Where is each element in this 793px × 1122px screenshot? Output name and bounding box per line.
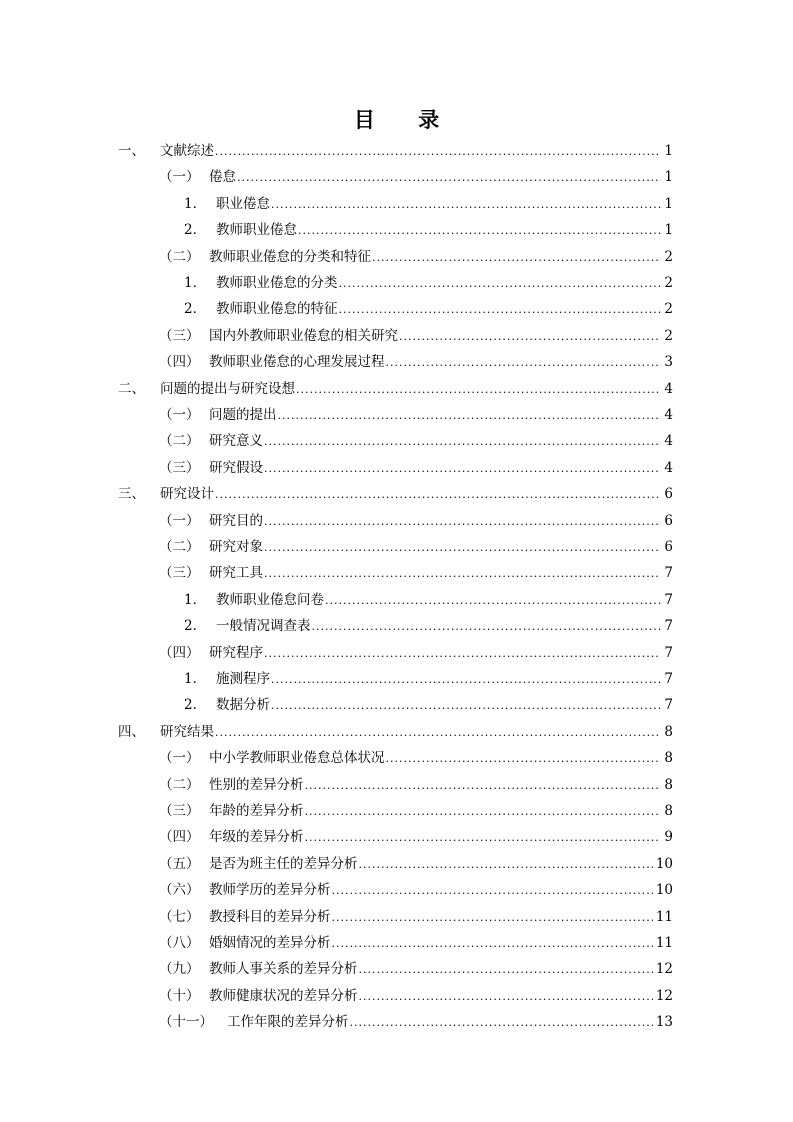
toc-entry-number: （六） [159,882,200,899]
toc-entry-number: 1． [184,591,207,608]
toc-entry-page: 7 [664,671,673,687]
toc-entry-label: 一般情况调查表 [216,618,311,635]
toc-leader-dots [359,957,653,983]
toc-entry-page: 12 [655,987,673,1004]
toc-entry-label: 国内外教师职业倦怠的相关研究 [209,327,398,344]
toc-entry[interactable] [159,745,673,771]
toc-entry-label: 教授科目的差异分析 [209,908,331,925]
toc-entry-label: 研究程序 [209,644,263,661]
toc-leader-dots [359,984,653,1010]
toc-entry[interactable] [184,270,673,296]
toc-entry-page: 11 [655,935,673,951]
toc-entry-label: 教师学历的差异分析 [209,882,331,899]
toc-entry[interactable] [159,877,673,903]
toc-leader-dots [271,693,661,719]
toc-entry-page: 7 [664,618,673,635]
toc-entry-page: 4 [664,380,673,397]
toc-entry-page: 9 [664,829,673,846]
toc-entry-label: 教师职业倦怠 [216,222,297,239]
toc-entry-label: 婚姻情况的差异分析 [209,935,331,951]
toc-entry-page: 7 [664,565,673,582]
toc-entry-label: 年级的差异分析 [209,829,304,846]
toc-entry-label: 工作年限的差异分析 [227,1014,349,1031]
toc-entry[interactable] [118,138,673,164]
toc-entry-number: 二、 [118,380,145,397]
toc-entry[interactable] [159,798,673,824]
toc-entry[interactable] [159,402,673,428]
toc-entry-label: 研究设计 [160,486,214,503]
toc-leader-dots [264,456,661,482]
toc-leader-dots [399,324,661,350]
toc-leader-dots [271,667,661,693]
toc-entry-page: 10 [655,882,673,899]
toc-entry-number: （一） [159,750,200,767]
toc-leader-dots [372,245,661,271]
toc-leader-dots [215,720,661,746]
toc-leader-dots [305,773,662,799]
toc-entry[interactable] [159,640,673,666]
toc-leader-dots [350,1010,653,1036]
toc-entry-label: 教师健康状况的差异分析 [209,987,358,1004]
toc-entry-number: 1． [184,195,207,212]
toc-entry-label: 数据分析 [216,697,270,714]
toc-entry[interactable] [159,508,673,534]
toc-entry-number: （十） [159,987,200,1004]
toc-entry-number: （八） [159,935,200,951]
toc-leader-dots [386,746,662,772]
toc-entry-label: 教师职业倦怠的分类和特征 [209,248,371,265]
toc-entry-label: 问题的提出与研究设想 [160,380,295,397]
toc-entry-number: （二） [159,248,200,265]
toc-entry-number: （九） [159,961,200,978]
toc-entry[interactable] [159,772,673,798]
toc-entry-page: 2 [664,248,673,265]
toc-entry-number: （二） [159,776,200,793]
toc-leader-dots [264,561,661,587]
toc-entry-label: 教师人事关系的差异分析 [209,961,358,978]
toc-entry[interactable] [184,666,673,692]
toc-entry-page: 11 [655,908,673,925]
toc-entry[interactable] [159,956,673,982]
toc-leader-dots [264,429,661,455]
toc-entry[interactable] [159,930,673,956]
toc-entry-page: 6 [664,539,673,555]
toc-entry-number: 2． [184,301,207,318]
toc-leader-dots [325,588,661,614]
toc-leader-dots [339,297,662,323]
toc-entry-label: 教师职业倦怠问卷 [216,591,324,608]
toc-entry[interactable] [184,692,673,718]
toc-entry[interactable] [159,349,673,375]
toc-entry[interactable] [184,587,673,613]
toc-entry-label: 中小学教师职业倦怠总体状况 [209,750,385,767]
toc-leader-dots [312,614,662,640]
toc-entry-label: 倦怠 [209,169,236,186]
toc-entry[interactable] [159,534,673,560]
toc-entry-label: 施测程序 [216,671,270,687]
toc-entry-page: 7 [664,697,673,714]
toc-entry-label: 研究假设 [209,459,263,476]
toc-entry-page: 7 [664,644,673,661]
toc-entry-page: 13 [655,1014,673,1031]
toc-entry[interactable] [159,824,673,850]
toc-entry-page: 1 [664,143,673,159]
toc-entry-label: 研究结果 [160,723,214,740]
toc-entry-label: 教师职业倦怠的分类 [216,275,338,291]
toc-leader-dots [264,509,661,535]
toc-leader-dots [264,535,661,561]
toc-entry[interactable] [184,613,673,639]
toc-entry-number: 一、 [118,143,145,159]
toc-entry-page: 8 [664,723,673,740]
toc-leader-dots [386,350,662,376]
toc-leader-dots [264,641,661,667]
toc-entry-label: 性别的差异分析 [209,776,304,793]
toc-entry[interactable] [159,904,673,930]
toc-entry-number: 三、 [118,486,145,503]
toc-entry[interactable] [118,719,673,745]
toc-entry-page: 2 [664,301,673,318]
toc-entry-page: 8 [664,803,673,819]
toc-entry-number: （二） [159,539,200,555]
toc-leader-dots [332,905,653,931]
toc-leader-dots [305,825,662,851]
toc-entry[interactable] [159,455,673,481]
toc-entry-page: 4 [664,433,673,450]
toc-entry[interactable] [159,164,673,190]
toc-entry-page: 8 [664,750,673,767]
toc-leader-dots [359,852,653,878]
toc-entry-number: （三） [159,565,200,582]
toc-entry[interactable] [159,323,673,349]
toc-title: 目 录 [353,107,458,132]
toc-entry-number: （一） [159,169,200,186]
toc-entry-number: （四） [159,829,200,846]
toc-entry[interactable] [159,983,673,1009]
toc-entry-number: 1． [184,275,207,291]
toc-entry-number: （七） [159,908,200,925]
toc-entry-label: 教师职业倦怠的心理发展过程 [209,354,385,371]
toc-entry[interactable] [159,244,673,270]
toc-leader-dots [332,878,653,904]
toc-entry-number: （一） [159,407,200,423]
toc-entry-page: 2 [664,275,673,291]
toc-leader-dots [237,165,661,191]
toc-entry-page: 1 [664,195,673,212]
toc-entry-page: 4 [664,407,673,423]
toc-entry-label: 年龄的差异分析 [209,803,304,819]
toc-entry-number: （四） [159,644,200,661]
toc-entry-number: （三） [159,803,200,819]
toc-leader-dots [305,799,662,825]
toc-leader-dots [271,192,661,218]
toc-entry-page: 6 [664,512,673,529]
toc-entry-page: 1 [664,169,673,186]
toc-entry-number: （三） [159,459,200,476]
toc-entry-label: 职业倦怠 [216,195,270,212]
toc-entry-label: 教师职业倦怠的特征 [216,301,338,318]
toc-entry-number: （十一） [159,1014,213,1031]
toc-leader-dots [215,139,661,165]
toc-entry-label: 文献综述 [160,143,214,159]
toc-entry-page: 8 [664,776,673,793]
toc-entry-page: 1 [664,222,673,239]
toc-entry[interactable] [118,481,673,507]
toc-entry-number: （二） [159,433,200,450]
toc-leader-dots [339,271,662,297]
toc-leader-dots [296,377,661,403]
toc-entry-number: （四） [159,354,200,371]
toc-leader-dots [215,482,661,508]
toc-entry[interactable] [159,428,673,454]
toc-entry-number: 1． [184,671,207,687]
toc-entry-number: 2． [184,222,207,239]
toc-entry[interactable] [159,560,673,586]
toc-entry[interactable] [184,296,673,322]
toc-entry-label: 研究工具 [209,565,263,582]
toc-entry-number: （五） [159,855,200,872]
toc-entry-number: 四、 [118,723,145,740]
toc-entry-number: （三） [159,327,200,344]
toc-entry-number: （一） [159,512,200,529]
toc-entry[interactable] [118,376,673,402]
toc-entry-label: 研究对象 [209,539,263,555]
toc-entry[interactable] [184,191,673,217]
toc-leader-dots [298,218,661,244]
toc-leader-dots [278,403,662,429]
toc-entry-label: 研究目的 [209,512,263,529]
toc-entry-label: 是否为班主任的差异分析 [209,855,358,872]
toc-entry-page: 4 [664,459,673,476]
toc-entry-page: 12 [655,961,673,978]
toc-entry-page: 2 [664,327,673,344]
toc-entry-page: 6 [664,486,673,503]
toc-entry[interactable] [159,851,673,877]
toc-entry[interactable] [184,217,673,243]
toc-entry-page: 7 [664,591,673,608]
toc-leader-dots [332,931,653,957]
toc-entry-page: 10 [655,855,673,872]
toc-entry-label: 研究意义 [209,433,263,450]
toc-entry-label: 问题的提出 [209,407,277,423]
toc-entry[interactable] [159,1009,673,1035]
toc-entry-page: 3 [664,354,673,371]
toc-entry-number: 2． [184,697,207,714]
toc-entry-number: 2． [184,618,207,635]
